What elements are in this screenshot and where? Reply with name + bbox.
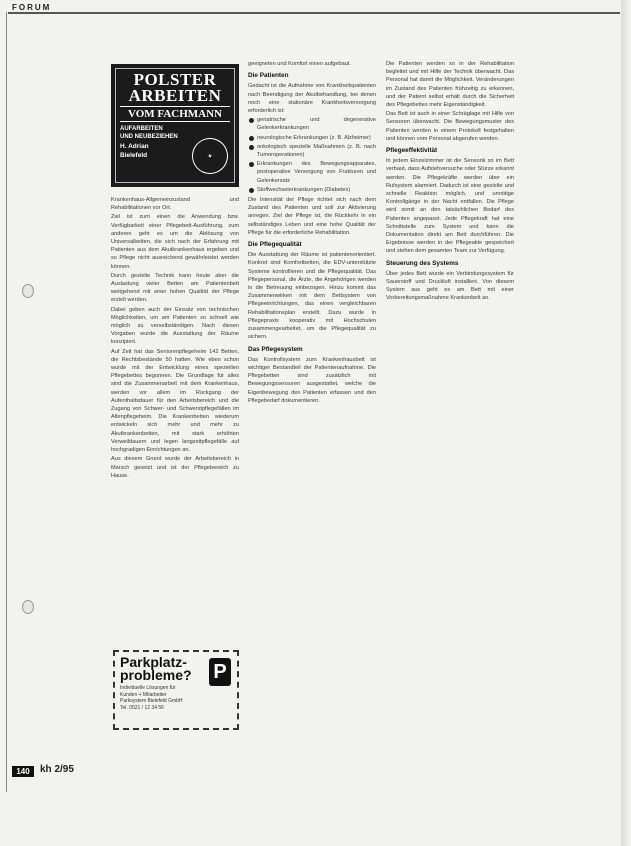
paragraph: Durch gezielte Technik kann heute aber die Auslastung vieler Betten am Patientenbett weitgehend mit einer hohen Qualität der Pflege erzielt werden. xyxy=(111,272,239,304)
ad-line-a: AUFARBEITEN xyxy=(120,126,163,132)
magazine-issue: kh 2/95 xyxy=(40,764,74,775)
ad-subtitle: VOM FACHMANN xyxy=(120,106,230,122)
heading-quality: Die Pflegequalität xyxy=(248,241,302,249)
paragraph: Die Intensität der Pflege richtet sich nach dem Zustand des Patienten und soll zur Aktivierung anregen. Ziel der Pflege ist, die Rückkehr in ein selbständiges Leben und eine hohe Qualität der Pflege für die erforderliche Rehabilitation. xyxy=(248,197,376,236)
ad-line-b: UND NEUBEZIEHEN xyxy=(120,133,178,140)
heading-patients: Die Patienten xyxy=(248,72,289,80)
paragraph: Gedacht ist die Aufnahme von Krankheitspatienten nach Beendigung der Akutbehandlung, bei denen noch eine stationäre Krankheitsversorgung erforderlich ist: xyxy=(248,83,376,115)
section-label: FORUM xyxy=(12,3,52,12)
page-edge-shadow xyxy=(621,0,631,846)
list-item: onkologisch spezielle Maßnahmen (z. B. nach Tumoroperationen) xyxy=(248,143,376,159)
polster-ad xyxy=(111,64,239,187)
ad-title-1: POLSTER xyxy=(133,70,217,89)
list-item: Stoffwechselerkrankungen (Diabetes) xyxy=(248,186,376,194)
ad-title-2: ARBEITEN xyxy=(128,86,222,105)
parking-title-1: Parkplatz- xyxy=(120,654,187,670)
text-column-3 xyxy=(386,60,514,304)
parking-text xyxy=(120,685,232,711)
parking-text-3: Parksystem Bielefeld GmbH xyxy=(120,698,183,704)
parking-p-icon: P xyxy=(209,658,231,686)
header-rule xyxy=(8,12,620,14)
list-item: neurologische Erkrankungen (z. B. Alzheimer) xyxy=(248,134,376,142)
paragraph: Das Kontrollsystem zum Krankenhausbett ist wichtiger Bestandteil der Patientenaufnahme. Die Pflegebetten sind zusätzlich mit Bewegungssensoren ausgestattet, welche die Eigenbewegung des Patienten erfassen und den Pflegebedarf dokumentieren. xyxy=(248,356,376,404)
parking-text-1: Individuelle Lösungen für xyxy=(120,685,176,691)
margin-rule xyxy=(6,12,7,792)
text-column-2 xyxy=(248,60,376,406)
punch-hole xyxy=(22,284,34,298)
diagnosis-list xyxy=(248,116,376,194)
parking-text-2: Kunden + Mitarbeiter xyxy=(120,691,167,698)
parking-title-2: probleme? xyxy=(120,667,192,683)
punch-hole xyxy=(22,600,34,614)
parking-ad xyxy=(113,650,239,730)
text-column-1 xyxy=(111,196,239,481)
page-number: 140 xyxy=(12,766,34,777)
ad-frame xyxy=(115,68,235,183)
list-item: geriatrische und degenerative Gelenkerkrankungen xyxy=(248,116,376,132)
paragraph: Ziel ist zum einen die Anwendung bzw. Verfügbarkeit einer Pflegebett-Ausführung, zum anderen geht es um die Ablösung von Universalbetten, die sich nach der Erfahrung mit Patienten aus dem Akutkrankenhaus ergeben und so Pflege nicht ausreichend gewährleistet werden können. xyxy=(111,214,239,270)
paragraph: In jedem Einzelzimmer ist die Sensorik so im Bett verbaut, dass Aufstehversuche oder Stürze erkannt werden. Die Pflegekräfte werden über ein Rufsystem alarmiert. Dadurch ist eine gezielte und schnelle Reaktion möglich, und unnötige Kontrollgänge in der Nacht entfallen. Die Pflege wird somit an den tatsächlichen Bedarf des Patienten angepasst. Jede Pflegekraft hat eine Schnittstelle zum System und kann die Dokumentation direkt am Bett durchführen. Die Ergebnisse werden in der Pflegeakte gespeichert und stehen dem gesamten Team zur Verfügung. xyxy=(386,158,514,255)
list-item: Erkrankungen des Bewegungsapparates, postoperative Versorgung von Frakturen und Gelenkersatz xyxy=(248,160,376,185)
heading-effect: Pflegeeffektivität xyxy=(386,147,438,155)
paragraph: Dabei geben auch der Einsatz von technischen Möglichkeiten, um am Patienten so schnell wie möglich zu verselbständigen. Nach diesen Vorgaben wurde die Ausstattung der Räume konzipiert. xyxy=(111,306,239,346)
ad-name: H. Adrian xyxy=(120,143,149,150)
paragraph: geeigneten und Komfort einen aufgebaut. xyxy=(248,61,351,67)
paragraph: Die Ausstattung der Räume ist patientenorientiert. Konkret sind Komfortbetten, die EDV-unterstützte Systeme kontrollieren und die Pflegequalität. Das Pflegepersonal, die Ärzte, die Angehörigen werden in die Betreuung einbezogen. Hinzu kommt das Zusammenwirken mit dem Bettsystem von Pflegeeinrichtungen, das einen vergleichbaren Rehabilitationsplan erstellt. Dazu wurde in Pflegepraxis kooperativ mit Hochschulen zusammengearbeitet, um die Pflegequalität zu sichern. xyxy=(248,252,376,341)
paragraph: Die Patienten werden so in der Rehabilitation begleitet und mit Hilfe der Technik überwacht. Das Personal hat damit die Möglichkeit, Veränderungen im Zustand des Patienten frühzeitig zu erkennen, und der Patient selbst erhält durch die Sicherheit des Pflegebettes mehr Eigenständigkeit. xyxy=(386,61,514,109)
paragraph: Krankenhaus-Allgemeinzustand und Rehabilitationen vor Ort. xyxy=(111,197,239,212)
heading-system: Das Pflegesystem xyxy=(248,345,303,353)
paragraph: Aus diesem Grund wurde der Arbeitsbereich in Marsch gesetzt und ist der Pflegebereich zu Hause. xyxy=(111,456,239,479)
paragraph: Auf Zeit hat das Seniorenpflegeheim 142 Betten, die Rechtsbestände 50 hatten. Wie eben schon wurde mit der Entwicklung eines speziellen Pflegebettes begonnen. Die Grundlage für alles sind die Zusammenarbeit mit dem Krankenhaus, werden vor allem im Rückgang der Aufenthaltsdauer für den Arbeitsbereich und die Zugang von Schwer- und Schwerstpflegefällen im Altenpflegeheim. Die Krankenbetten wiederum entwickeln sich mehr und mehr zu Akutkrankenbetten, mit stark erhöhten Verweildauern und legen langzeitpflegefälle auf hochgradigen Einrichtungen an. xyxy=(111,348,239,454)
ad-city: Bielefeld xyxy=(120,152,148,159)
paragraph: Über jedes Bett wurde ein Verbindungssystem für Sauerstoff und Druckluft installiert. Von diesem System aus geht es am Bett mit einer Vorbereitungsmaßnahme Krankenbett an. xyxy=(386,270,514,302)
parking-text-4: Tel. 0521 / 12 34 56 xyxy=(120,704,164,711)
heading-control: Steuerung des Systems xyxy=(386,259,459,267)
paragraph: Das Bett ist auch in einer Schräglage mit Hilfe von Sensoren überwacht. Die Bewegungsmuster des Patienten werden in einem Protokoll festgehalten und können vom Personal abgerufen werden. xyxy=(386,111,514,142)
ad-stamp-icon: ✦ xyxy=(187,133,233,179)
